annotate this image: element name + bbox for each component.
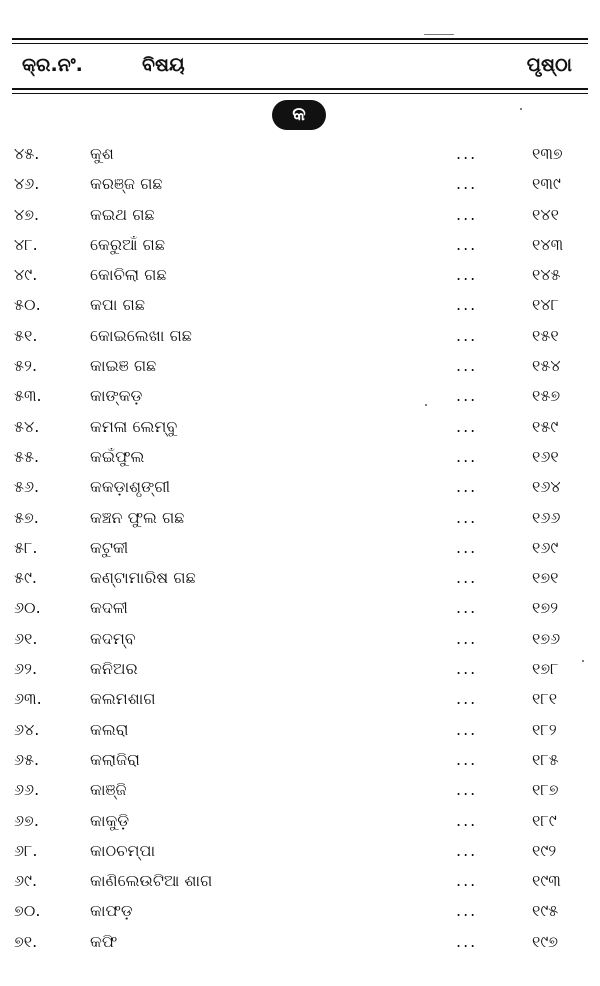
top-rule xyxy=(12,38,588,40)
entry-subject: କଦଳୀ xyxy=(90,598,128,618)
entry-number: ୭୧. xyxy=(14,931,38,951)
entry-leader-dots: ... xyxy=(456,598,478,618)
entry-number: ୪୫. xyxy=(14,144,40,163)
toc-row xyxy=(0,895,600,925)
scan-speck xyxy=(424,34,454,35)
entry-number: ୫୮. xyxy=(14,537,38,557)
entry-leader-dots: ... xyxy=(456,749,478,769)
entry-number: ୬୪. xyxy=(14,719,40,739)
header-serial-number: କ୍ର.ନଂ. xyxy=(22,54,83,76)
entry-number: ୫୪. xyxy=(14,416,40,436)
entry-page: ୧୭୬ xyxy=(532,628,561,648)
entry-subject: କଲମଶାଗ xyxy=(90,689,156,709)
entry-subject: କୋଇଲେଖା ଗଛ xyxy=(90,325,192,345)
entry-leader-dots: ... xyxy=(456,840,478,860)
scan-speck xyxy=(425,404,427,406)
entry-subject: କଫି xyxy=(90,931,118,951)
toc-row xyxy=(0,532,600,562)
toc-row xyxy=(0,865,600,895)
entry-page: ୧୮୫ xyxy=(532,749,559,769)
toc-row xyxy=(0,229,600,259)
entry-leader-dots: ... xyxy=(456,537,478,557)
entry-number: ୪୮. xyxy=(14,234,38,254)
entry-subject: କଇଥ ଗଛ xyxy=(90,204,155,224)
entry-page: ୧୮୨ xyxy=(532,719,557,739)
toc-row xyxy=(0,774,600,804)
header-rule xyxy=(12,88,588,90)
entry-number: ୬୩. xyxy=(14,689,42,709)
entry-leader-dots: ... xyxy=(456,325,478,345)
entry-leader-dots: ... xyxy=(456,446,478,466)
toc-row xyxy=(0,502,600,532)
entry-leader-dots: ... xyxy=(456,628,478,648)
entry-subject: କଞ୍ଚନ ଫୁଲ ଗଛ xyxy=(90,507,185,527)
entry-subject: କମଳା ଲେମ୍ବୁ xyxy=(90,416,178,436)
toc-row xyxy=(0,714,600,744)
entry-number: ୬୯. xyxy=(14,871,38,891)
toc-row xyxy=(0,259,600,289)
entry-leader-dots: ... xyxy=(456,810,478,830)
entry-number: ୬୦. xyxy=(14,598,41,618)
toc-row xyxy=(0,623,600,653)
toc-row xyxy=(0,562,600,592)
entry-number: ୪୭. xyxy=(14,204,40,224)
toc-row xyxy=(0,138,600,168)
entry-number: ୫୨. xyxy=(14,356,38,376)
entry-leader-dots: ... xyxy=(456,295,478,315)
entry-page: ୧୭୨ xyxy=(532,598,559,618)
entry-page: ୧୫୪ xyxy=(532,356,561,376)
entry-page: ୧୬୪ xyxy=(532,477,561,497)
entry-subject: କଦମ୍ବ xyxy=(90,628,136,648)
entry-subject: କାଞ୍ଜି xyxy=(90,780,127,800)
entry-subject: କୁଶ xyxy=(90,144,114,163)
entry-page: ୧୫୭ xyxy=(532,386,561,406)
toc-row xyxy=(0,926,600,956)
entry-subject: କଣ୍ଟାମାରିଷ ଗଛ xyxy=(90,568,196,588)
toc-row xyxy=(0,411,600,441)
entry-number: ୬୧. xyxy=(14,628,38,648)
entry-page: ୧୫୧ xyxy=(532,325,559,345)
toc-row xyxy=(0,380,600,410)
entry-subject: କାଇଞ ଗଛ xyxy=(90,356,157,376)
entry-subject: କାକୁଡ଼ି xyxy=(90,810,130,830)
entry-leader-dots: ... xyxy=(456,871,478,891)
entry-leader-dots: ... xyxy=(456,416,478,436)
entry-leader-dots: ... xyxy=(456,719,478,739)
entry-page: ୧୮୧ xyxy=(532,689,558,709)
entry-page: ୧୫୯ xyxy=(532,416,559,436)
entry-page: ୧୭୮ xyxy=(532,659,559,679)
entry-subject: କକଡ଼ାଶୃଙ୍ଗୀ xyxy=(90,477,171,497)
entry-subject: କଲାଜିରା xyxy=(90,749,140,769)
entry-page: ୧୪୮ xyxy=(532,295,559,315)
toc-row xyxy=(0,683,600,713)
entry-page: ୧୮୭ xyxy=(532,780,559,800)
toc-header xyxy=(12,52,588,82)
entry-subject: କରଞ୍ଜ ଗଛ xyxy=(90,174,163,194)
entry-subject: କନିଅର xyxy=(90,659,138,679)
entry-number: ୫୧. xyxy=(14,325,38,345)
toc-row xyxy=(0,320,600,350)
entry-page: ୧୪୧ xyxy=(532,204,559,224)
entry-page: ୧୪୫ xyxy=(532,265,561,285)
entry-leader-dots: ... xyxy=(456,204,478,224)
entry-leader-dots: ... xyxy=(456,780,478,800)
scan-speck xyxy=(582,660,584,662)
entry-subject: କଇଁଫୁଲ xyxy=(90,446,145,466)
entry-number: ୫୩. xyxy=(14,386,42,406)
entry-page: ୧୯୭ xyxy=(532,931,559,951)
section-letter-badge: କ xyxy=(272,100,326,130)
entry-subject: କୋଚିଲା ଗଛ xyxy=(90,265,167,285)
toc-row xyxy=(0,835,600,865)
scan-speck xyxy=(520,108,522,110)
entry-leader-dots: ... xyxy=(456,477,478,497)
entry-leader-dots: ... xyxy=(456,901,478,921)
entry-subject: କାଠଚମ୍ପା xyxy=(90,840,156,860)
toc-list xyxy=(0,138,600,956)
entry-page: ୧୮୯ xyxy=(532,810,557,830)
toc-row xyxy=(0,441,600,471)
entry-page: ୧୯୨ xyxy=(532,840,557,860)
entry-leader-dots: ... xyxy=(456,659,478,679)
entry-leader-dots: ... xyxy=(456,386,478,406)
entry-number: ୫୫. xyxy=(14,446,40,466)
entry-leader-dots: ... xyxy=(456,356,478,376)
entry-number: ୪୬. xyxy=(14,174,40,194)
toc-row xyxy=(0,168,600,198)
entry-page: ୧୯୩ xyxy=(532,871,561,891)
entry-subject: କାଙ୍କଡ଼ xyxy=(90,386,143,406)
entry-page: ୧୬୯ xyxy=(532,537,559,557)
entry-leader-dots: ... xyxy=(456,507,478,527)
entry-page: ୧୩୭ xyxy=(532,144,563,163)
entry-page: ୧୬୧ xyxy=(532,446,559,466)
entry-number: ୭୦. xyxy=(14,901,41,921)
entry-subject: କାଣିଲେଉଟିଆ ଶାଗ xyxy=(90,871,213,891)
entry-page: ୧୯୫ xyxy=(532,901,559,921)
entry-leader-dots: ... xyxy=(456,174,478,194)
header-subject: ବିଷୟ xyxy=(142,54,185,76)
toc-row xyxy=(0,289,600,319)
toc-row xyxy=(0,350,600,380)
toc-row xyxy=(0,471,600,501)
entry-number: ୫୯. xyxy=(14,568,38,588)
entry-leader-dots: ... xyxy=(456,931,478,951)
toc-row xyxy=(0,805,600,835)
toc-row xyxy=(0,653,600,683)
toc-row xyxy=(0,592,600,622)
entry-leader-dots: ... xyxy=(456,144,478,163)
entry-number: ୪୯. xyxy=(14,265,38,285)
entry-leader-dots: ... xyxy=(456,568,478,588)
entry-number: ୫୦. xyxy=(14,295,41,315)
entry-number: ୬୮. xyxy=(14,840,38,860)
entry-number: ୬୫. xyxy=(14,749,40,769)
toc-row xyxy=(0,199,600,229)
entry-number: ୬୨. xyxy=(14,659,38,679)
entry-page: ୧୩୯ xyxy=(532,174,561,194)
entry-number: ୫୭. xyxy=(14,507,39,527)
entry-page: ୧୬୬ xyxy=(532,507,561,527)
entry-leader-dots: ... xyxy=(456,689,478,709)
entry-number: ୬୬. xyxy=(14,780,40,800)
toc-row xyxy=(0,744,600,774)
entry-subject: କଟୁକୀ xyxy=(90,537,129,557)
entry-leader-dots: ... xyxy=(456,265,478,285)
entry-page: ୧୪୩ xyxy=(532,234,564,254)
top-rule-thin xyxy=(12,43,588,44)
entry-subject: କଲରା xyxy=(90,719,129,739)
entry-subject: କେରୁଆଁ ଗଛ xyxy=(90,234,165,254)
entry-number: ୬୭. xyxy=(14,810,39,830)
header-rule-thin xyxy=(12,93,588,94)
entry-leader-dots: ... xyxy=(456,234,478,254)
entry-subject: କପା ଗଛ xyxy=(90,295,145,315)
entry-subject: କାଫଡ଼ xyxy=(90,901,133,921)
entry-number: ୫୬. xyxy=(14,477,40,497)
entry-page: ୧୭୧ xyxy=(532,568,559,588)
header-page: ପୃଷ୍ଠା xyxy=(526,54,572,76)
